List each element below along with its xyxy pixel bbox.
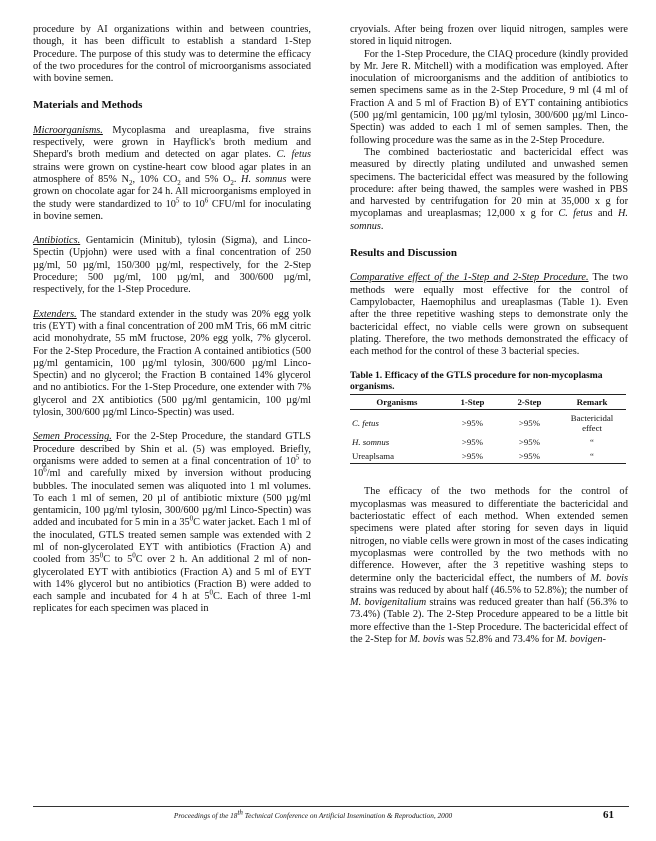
microorganisms-text: CFU/ml for inoculating in bovine semen. <box>33 198 311 222</box>
semen-processing-text: /ml and carefully mixed by inversion without producing bubbles. The inoculated semen was aliquoted into 1 ml volumes. To each 1 ml of semen, 20 µl of antibiotic mixture (500 µg/ml gentamicin, 100 µg/ml tylosin, 300/600 µg/ml Linco-Spectin) was added and incubated for 5 min in a 35 <box>33 468 311 529</box>
results-discussion-heading: Results and Discussion <box>350 247 457 260</box>
footer-rule <box>33 806 629 807</box>
microorganisms-text: and 5% O <box>180 173 231 185</box>
species-name: C. fetus <box>276 149 312 161</box>
efficacy-table <box>350 394 626 464</box>
mycoplasma-efficacy-text: The efficacy of the two methods for the control of mycoplasmas was measured to differentiate the bactericidal and bacteriostatic effect of each method. When extended semen specimens were plated after storing for seven days in liquid nitrogen, no viable cells were grown in most of the cases indicating mycoplasmas were controlled by the two methods with no difference. However, after the 3 repetitive washing steps to determine only the bactericidal effect, the numbers of <box>350 486 628 584</box>
footer-text: Proceedings of the 18 <box>173 811 238 820</box>
antibiotics-lead: Antibiotics. <box>33 235 81 247</box>
superscript: 0 <box>99 551 104 560</box>
mycoplasma-efficacy-paragraph <box>350 486 628 646</box>
table-cell: >95% <box>461 437 483 448</box>
table-row <box>350 449 626 464</box>
table-cell: >95% <box>518 418 541 429</box>
table-header-cell: 2-Step <box>501 395 558 410</box>
superscript: 5 <box>295 453 300 462</box>
table-cell: H. somnus <box>352 437 390 448</box>
comparative-effect-lead: Comparative effect of the 1-Step and 2-Step Procedure. <box>350 272 589 284</box>
superscript: 0 <box>209 588 214 597</box>
combined-effect-paragraph <box>350 147 628 233</box>
superscript: 5 <box>175 196 180 205</box>
table-cell: Bactericidal effect <box>570 413 614 434</box>
superscript: 0 <box>132 551 136 560</box>
semen-processing-text: C to 5 <box>103 554 133 566</box>
semen-processing-text: For the 2-Step Procedure, the standard GTLS Procedure described by Shin et al. (5) was employed. Briefly, organisms were added to semen at a final concentration of 10 <box>33 431 311 467</box>
microorganisms-paragraph <box>33 125 311 223</box>
table-cell: >95% <box>461 418 483 429</box>
semen-processing-lead: Semen Processing. <box>33 431 112 443</box>
semen-processing-text: C water jacket. Each 1 ml of the inoculated, GTLS treated semen sample was extended with 2 ml of non-glycerolated EYT with antibiotics (Fraction A) and cooled from 35 <box>33 517 312 566</box>
species-name: M. bovis <box>590 572 628 584</box>
microorganisms-text: were grown on chocolate agar for 24 h. All microorganisms employed in the study were standardized to 10 <box>33 173 311 210</box>
table-header-cell: Organisms <box>350 395 444 410</box>
one-step-paragraph: For the 1-Step Procedure, the CIAQ procedure (kindly provided by Mr. Jere R. Mitchell) with a modification was employed. After inoculation of microorganisms and the addition of antibiotics to semen specimens same as in the 2-Step Procedure, 9 ml (4 ml of Fraction A and 5 ml of Fraction B) of EYT containing antibiotics (500 µg/ml gentamicin, 100 µg/ml tylosin, 300/600 µg/ml Linco-Spectin) was added to each 1 ml of semen samples. Then, the following procedure was the same as in the 2-Step Procedure. <box>350 48 628 146</box>
table-header-cell: Remark <box>558 395 626 410</box>
table-cell: Ureaplsama <box>350 449 444 464</box>
table-cell: >95% <box>518 437 541 448</box>
subscript: 2 <box>177 179 181 188</box>
right-column <box>350 24 628 646</box>
cryovials-paragraph: cryovials. After being frozen over liquid nitrogen, samples were stored in liquid nitrogen. <box>350 24 628 48</box>
microorganisms-text: strains were grown on cystine-heart cow blood agar plates in an atmosphere of 85% N <box>33 161 311 185</box>
microorganisms-text: . <box>233 173 242 185</box>
semen-processing-text: to 10 <box>33 455 311 480</box>
combined-effect-text: . <box>380 220 384 232</box>
mycoplasma-efficacy-text: strains was reduced greater than half (56.3% to 73.4%) (Table 2). The 2-Step Procedure appeared to be a little bit more effective than the 1-Step Procedure. The bactericidal effect of the 2-Step for <box>350 597 628 645</box>
footer-text: Technical Conference on Artificial Insemination & Reproduction, 2000 <box>242 811 453 820</box>
superscript: 6 <box>204 196 209 205</box>
microorganisms-text: to 10 <box>179 198 205 210</box>
subscript: 2 <box>128 179 133 188</box>
table-cell: “ <box>558 449 626 464</box>
superscript: 6 <box>43 465 47 474</box>
table-row <box>350 435 626 449</box>
mycoplasma-efficacy-text: was 52.8% and 73.4% for <box>444 633 557 645</box>
table-caption: Table 1. Efficacy of the GTLS procedure for non-mycoplasma organisms. <box>350 370 603 393</box>
table-header-row <box>350 395 626 410</box>
species-name: M. bovigenitalium <box>350 597 427 609</box>
running-footer <box>33 808 593 820</box>
subscript: 2 <box>230 179 234 188</box>
table-row <box>350 410 626 436</box>
antibiotics-text: Gentamicin (Minitub), tylosin (Sigma), and Linco-Spectin (Upjohn) were used with a final concentration of 250 µg/ml, 50 µg/ml, 150/300 µg/ml, respectively, for the 2-Step Procedure; 500 µg/ml, 100 µg/ml, and 300/600 µg/ml, respectively, for the 1-Step Procedure. <box>33 235 311 296</box>
extenders-paragraph <box>33 309 311 420</box>
table-header-cell: 1-Step <box>444 395 501 410</box>
semen-processing-text: C. Each of three 1-ml replicates for each specimen was placed in <box>33 591 311 615</box>
species-name: M. bovigen- <box>556 633 606 645</box>
superscript: th <box>237 808 243 817</box>
comparative-effect-paragraph <box>350 272 628 358</box>
antibiotics-paragraph <box>33 235 311 296</box>
microorganisms-lead: Microorganisms. <box>33 124 103 136</box>
superscript: 0 <box>189 514 194 523</box>
microorganisms-text: Mycoplasma and ureaplasma, five strains respectively, were grown in Hayflick's broth medium and Shepard's broth medium and detected on agar plates. <box>33 124 311 161</box>
mycoplasma-efficacy-text: strains was reduced by about half (46.5% to 52.8%); the number of <box>350 584 628 596</box>
comparative-effect-text: The two methods were equally most effective for the control of Campylobacter, Haemophilus and ureaplasmas (Table 1). Even after the three repetitive washing steps to demonstrate only the bactericidal effect, no viable cells were grown on subsequent plating. Therefore, the two methods demonstrated the efficacy of each method for the control of these 3 bacterial species. <box>350 272 628 358</box>
species-name: H. somnus <box>241 173 287 185</box>
semen-processing-text: C over 2 h. An additional 2 ml of non-glycerolated EYT with antibiotics (Fraction A) and 5 ml of EYT with 14% glycerol but no antibiotics (Fraction B) were added to each sample and incubated for 4 h at 5 <box>33 554 311 603</box>
extenders-lead: Extenders. <box>33 308 77 320</box>
table-cell: “ <box>590 437 594 448</box>
species-name: H. somnus <box>350 208 628 232</box>
table-cell: >95% <box>444 449 501 464</box>
semen-processing-paragraph <box>33 431 311 615</box>
extenders-text: The standard extender in the study was 20% egg yolk tris (EYT) with a final concentration of 200 mM Tris, 66 mM citric acid monohydrate, 55 mM fructose, 20% egg yolk, 7% glycerol. For the 2-Step Procedure, the Fraction A contained antibiotics (500 µg/ml gentamicin, 100 µg/ml tylosin, 300/600 µg/ml Linco-Spectin) and no glycerol; the Fraction B contained 14% glycerol and no antibiotics. For the 1-Step Procedure, one extender with 7% glycerol and 2X antibiotics (500 µg/ml gentamicin, 100 µg/ml tylosin, 300/600 µg/ml Linco-Spectin) was used. <box>33 308 311 419</box>
species-name: M. bovis <box>409 633 445 645</box>
table-cell: >95% <box>501 449 558 464</box>
combined-effect-text: and <box>592 208 618 220</box>
materials-methods-heading: Materials and Methods <box>33 99 143 112</box>
intro-paragraph: procedure by AI organizations within and between countries, though, it has been difficult to establish a standard 1-Step Procedure. The purpose of this study was to determine the efficacy of the two procedures for the control of microorganisms associated with bovine semen. <box>33 24 311 85</box>
table-cell: C. fetus <box>352 418 379 429</box>
combined-effect-text: The combined bacteriostatic and bactericidal effect was measured by directly plating undiluted and unwashed semen specimens. The bactericidal effect was measured by the following procedure: after being thawed, the samples were washed in PBS and harvested by centrifugation for 20 min at 35,000 x g for mycoplamas and ureaplasmas; 12,000 x g for <box>350 146 628 220</box>
species-name: C. fetus <box>558 208 593 220</box>
page-number: 61 <box>603 809 614 821</box>
microorganisms-text: , 10% CO <box>132 173 178 185</box>
left-column <box>33 24 311 616</box>
